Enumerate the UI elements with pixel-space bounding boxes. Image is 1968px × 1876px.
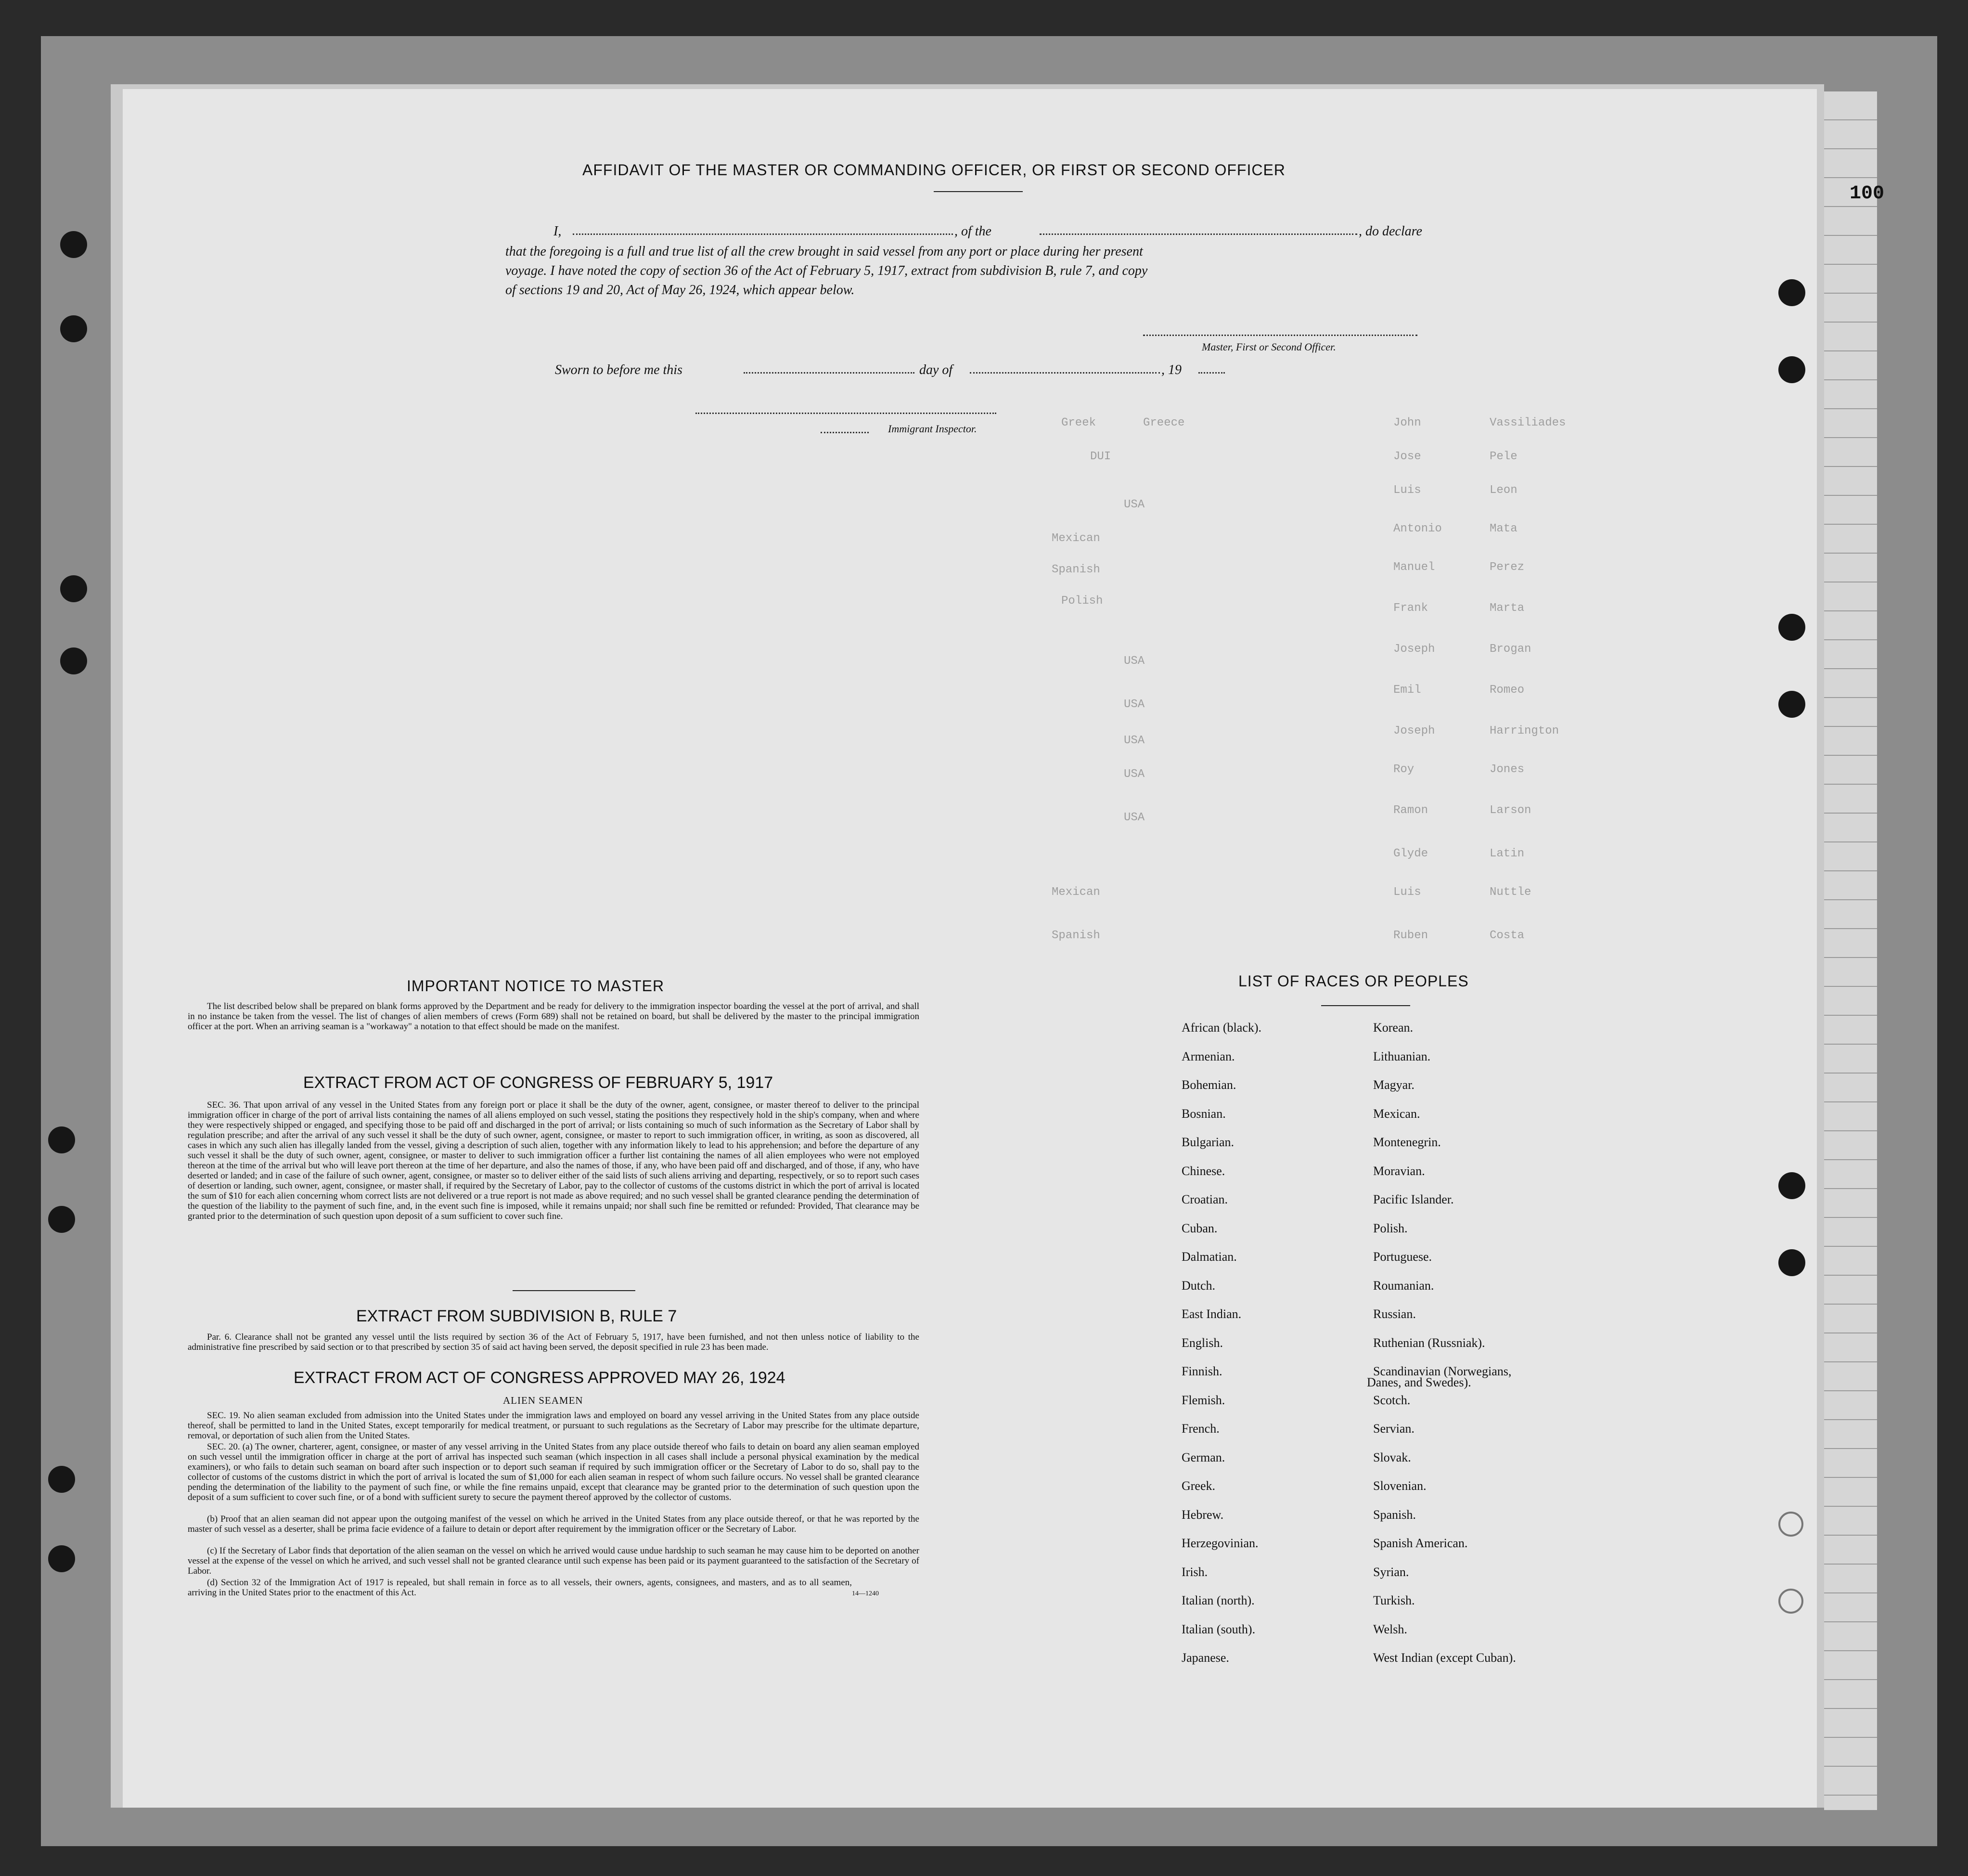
title-divider	[934, 191, 1023, 192]
binder-hole-icon	[1778, 279, 1805, 306]
bleed-through-text: Marta	[1490, 602, 1525, 615]
day-of-label: day of	[919, 362, 953, 377]
bleed-through-text: Glyde	[1393, 847, 1428, 860]
race-entry: Syrian.	[1373, 1565, 1409, 1579]
extract-1924-sec20c: (c) If the Secretary of Labor finds that deportation of the alien seaman on the vessel on which he arrived would cause undue hardship to such seaman he may cause him to be deported on another vessel at the expense of the vessel on which he arrived, and such vessel shall not be granted clearance until such expense has been paid or its payment guaranteed to the satisfaction of the Secretary of Labor.	[188, 1546, 919, 1576]
extract-1924-sec20b: (b) Proof that an alien seaman did not appear upon the outgoing manifest of the vessel on which he arrived in the United States from any place outside thereof, or that he was reported by the master of such vessel as a deserter, shall be prima facie evidence of a failure to detain or deport after requirement by the immigration officer or the Secretary of Labor.	[188, 1514, 919, 1534]
binder-hole-icon	[1778, 691, 1805, 718]
bleed-through-text: Antonio	[1393, 522, 1442, 535]
form-sheet	[123, 89, 1817, 1808]
race-entry: Dutch.	[1182, 1278, 1216, 1293]
bleed-through-text: Pele	[1490, 450, 1518, 463]
affidavit-line: that the foregoing is a full and true list of all the crew brought in said vessel from any port or place during her present	[505, 244, 1143, 259]
race-entry: Roumanian.	[1373, 1278, 1434, 1293]
races-divider	[1321, 1005, 1410, 1006]
bleed-through-text: Joseph	[1393, 725, 1435, 737]
binder-hole-icon	[1778, 356, 1805, 383]
race-entry: Turkish.	[1373, 1593, 1415, 1607]
race-entry: Montenegrin.	[1373, 1135, 1441, 1149]
bleed-through-text: Nuttle	[1490, 886, 1531, 899]
race-entry: Mexican.	[1373, 1106, 1420, 1121]
binder-hole-icon	[48, 1126, 75, 1153]
race-entry: Japanese.	[1182, 1651, 1229, 1665]
race-entry-continued: Danes, and Swedes).	[1367, 1375, 1471, 1389]
race-entry: Armenian.	[1182, 1049, 1235, 1063]
of-the-label: , of the	[954, 224, 991, 239]
bleed-through-text: Jose	[1393, 450, 1421, 463]
section-divider	[513, 1290, 635, 1291]
bleed-through-text: Mata	[1490, 522, 1518, 535]
bleed-through-text: USA	[1124, 498, 1145, 511]
race-entry: Magyar.	[1373, 1078, 1415, 1092]
race-entry: French.	[1182, 1422, 1220, 1436]
extract-1924-sec20a: SEC. 20. (a) The owner, charterer, agent, consignee, or master of any vessel arriving in the United States from any place outside thereof who fails to detain on board any alien seaman employed on such vessel until the immigration officer in charge at the port of arrival has inspected such seaman (which inspection in all cases shall include a personal physical examination by the medical examiners), or who fails to detain such seaman on board after such inspection or to deport such seaman if required by such immigration officer or the Secretary of Labor to do so, shall pay to the collector of customs of the customs district in which the port of arrival is located the sum of $1,000 for each alien seaman in respect of whom such failure occurs. No vessel shall be granted clearance pending the determination of the liability to the payment of such fine, or while the fine remains unpaid, except that clearance may be granted prior to the determination of such question upon the deposit of a sum sufficient to cover such fine, or of a bond with sufficient surety to secure the payment thereof approved by the collector of customs.	[188, 1442, 919, 1502]
race-entry: Korean.	[1373, 1021, 1414, 1035]
affidavit-line: voyage. I have noted the copy of section 36 of the Act of February 5, 1917, extract from subdivision B, rule 7, and copy	[505, 263, 1148, 278]
binder-hole-icon	[60, 575, 87, 602]
bleed-through-text: Frank	[1393, 602, 1428, 615]
bleed-through-text: Jones	[1490, 763, 1525, 776]
sworn-month-line	[970, 372, 1160, 374]
extract-rule7-text: Par. 6. Clearance shall not be granted any vessel until the lists required by section 36 of the Act of February 5, 1917, have been furnished, and not then unless notice of liability to the administrative fine prescribed by said section or to that prescribed by section 35 of said act having been served, the deposit specified in rule 23 has been made.	[188, 1332, 919, 1352]
bleed-through-text: Polish	[1061, 595, 1103, 608]
inspector-caption-leader	[821, 432, 869, 433]
race-entry: Moravian.	[1373, 1164, 1425, 1178]
race-entry: Pacific Islander.	[1373, 1192, 1454, 1206]
binder-hole-icon	[48, 1545, 75, 1572]
race-entry: East Indian.	[1182, 1307, 1242, 1321]
race-entry: Flemish.	[1182, 1393, 1225, 1407]
binder-hole-icon	[1778, 1589, 1803, 1614]
bleed-through-text: Vassiliades	[1490, 416, 1566, 429]
binder-hole-icon	[1778, 1512, 1803, 1537]
extract-1924-title: EXTRACT FROM ACT OF CONGRESS APPROVED MAY 26, 1924	[294, 1369, 785, 1387]
binder-hole-icon	[48, 1466, 75, 1493]
bleed-through-text: Mexican	[1052, 532, 1100, 545]
binder-hole-icon	[1778, 1172, 1805, 1199]
race-entry: Spanish American.	[1373, 1536, 1468, 1550]
officer-signature-caption: Master, First or Second Officer.	[1202, 341, 1336, 353]
bleed-through-text: Luis	[1393, 484, 1421, 497]
bleed-through-text: USA	[1124, 698, 1145, 711]
inspector-signature-line	[695, 413, 996, 414]
race-entry: Spanish.	[1373, 1507, 1416, 1522]
extract-rule7-title: EXTRACT FROM SUBDIVISION B, RULE 7	[356, 1307, 677, 1325]
binder-hole-icon	[60, 647, 87, 674]
race-entry: Polish.	[1373, 1221, 1408, 1235]
binder-hole-icon	[60, 315, 87, 342]
sworn-year-line	[1198, 372, 1225, 374]
bleed-through-text: USA	[1124, 768, 1145, 781]
bleed-through-text: John	[1393, 416, 1421, 429]
bleed-through-text: Larson	[1490, 804, 1531, 817]
bleed-through-text: USA	[1124, 811, 1145, 824]
bleed-through-text: Joseph	[1393, 643, 1435, 656]
race-entry: Portuguese.	[1373, 1250, 1432, 1264]
race-entry: Dalmatian.	[1182, 1250, 1237, 1264]
affidavit-line: of sections 19 and 20, Act of May 26, 1924, which appear below.	[505, 283, 855, 298]
extract-1917-title: EXTRACT FROM ACT OF CONGRESS OF FEBRUARY 5, 1917	[303, 1074, 773, 1092]
race-entry: Finnish.	[1182, 1364, 1222, 1378]
alien-seamen-subtitle: ALIEN SEAMEN	[503, 1395, 583, 1406]
bleed-through-text: Luis	[1393, 886, 1421, 899]
vessel-name-line	[1040, 233, 1357, 235]
race-entry: English.	[1182, 1335, 1223, 1350]
bleed-through-text: Leon	[1490, 484, 1518, 497]
affidavit-title: AFFIDAVIT OF THE MASTER OR COMMANDING OFFICER, OR FIRST OR SECOND OFFICER	[582, 161, 1286, 179]
bleed-through-text: Brogan	[1490, 643, 1531, 656]
race-entry: Bosnian.	[1182, 1106, 1226, 1121]
race-entry: Cuban.	[1182, 1221, 1218, 1235]
race-entry: Servian.	[1373, 1422, 1415, 1436]
sworn-label: Sworn to before me this	[555, 362, 682, 377]
bleed-through-text: Romeo	[1490, 684, 1525, 697]
page-number: 100	[1850, 183, 1885, 205]
race-entry: Greek.	[1182, 1479, 1216, 1493]
bleed-through-text: USA	[1124, 734, 1145, 747]
inspector-caption: Immigrant Inspector.	[888, 423, 977, 435]
notice-title: IMPORTANT NOTICE TO MASTER	[407, 977, 665, 995]
bleed-through-text: Costa	[1490, 929, 1525, 942]
race-entry: Welsh.	[1373, 1622, 1407, 1636]
race-entry: African (black).	[1182, 1021, 1262, 1035]
bleed-through-text: Latin	[1490, 847, 1525, 860]
race-entry: Hebrew.	[1182, 1507, 1224, 1522]
bleed-through-text: Perez	[1490, 561, 1525, 574]
officer-signature-line	[1143, 335, 1417, 336]
bleed-through-text: Mexican	[1052, 886, 1100, 899]
race-entry: Slovenian.	[1373, 1479, 1427, 1493]
bleed-through-text: Roy	[1393, 763, 1415, 776]
bleed-through-text: Ramon	[1393, 804, 1428, 817]
race-entry: Irish.	[1182, 1565, 1208, 1579]
declarant-label: I,	[553, 224, 562, 239]
bleed-through-text: DUI	[1090, 450, 1111, 463]
extract-1917-text: SEC. 36. That upon arrival of any vessel in the United States from any foreign port or place it shall be the duty of the owner, agent, consignee, or master thereof to deliver to the principal immigration officer in charge of the port of arrival lists containing the names of all aliens employed on such vessel, stating the positions they respectively hold in the ship's company, when and where they were respectively shipped or engaged, and specifying those to be paid off and discharged in the port of arrival; or lists containing so much of such information as the Secretary of Labor shall by regulation prescribe; and after the arrival of any such vessel it shall be the duty of such owner, agent, consignee, or master to report to such immigration officer, in writing, as soon as discovered, all cases in which any such alien has illegally landed from the vessel, giving a description of such alien, together with any information likely to lead to his apprehension; and before the departure of any such vessel it shall be the duty of such owner, agent, consignee, or master to deliver to such immigration officer a further list containing the names of all alien employees who were not employed thereon at the time of the arrival but who will leave port thereon at the time of her departure, and also the names of those, if any, who have been paid off and discharged, and of those, if any, who have deserted or landed; and in case of the failure of such owner, agent, consignee, or master so to deliver either of the said lists of such aliens arriving and departing, respectively, or so to report such cases of desertion or landing, such owner, agent, consignee, or master shall, if required by the Secretary of Labor, pay to the collector of customs of the customs district in which the port of arrival is located the sum of $10 for each alien concerning whom correct lists are not delivered or a true report is not made as above required; and no such vessel shall be granted clearance pending the determination of the question of the liability to the payment of such fine, and, in the event such fine is imposed, while it remains unpaid; nor shall such fine be remitted or refunded: Provided, That clearance may be granted prior to the determination of such question upon deposit of a sum sufficient to cover such fine.	[188, 1100, 919, 1221]
bleed-through-text: Manuel	[1393, 561, 1435, 574]
binder-hole-icon	[60, 231, 87, 258]
race-entry: West Indian (except Cuban).	[1373, 1651, 1516, 1665]
bleed-through-text: Spanish	[1052, 563, 1100, 576]
bleed-through-text: Emil	[1393, 684, 1421, 697]
bleed-through-text: Greece	[1143, 416, 1185, 429]
binder-hole-icon	[1778, 1249, 1805, 1276]
race-entry: Lithuanian.	[1373, 1049, 1431, 1063]
race-entry: Ruthenian (Russniak).	[1373, 1335, 1485, 1350]
extract-1924-sec20d: (d) Section 32 of the Immigration Act of 1917 is repealed, but shall remain in force as to all vessels, their owners, agents, consignees, and masters, and as to all seamen, arriving in the United States prior to the enactment of this Act.	[188, 1578, 852, 1598]
race-entry: Chinese.	[1182, 1164, 1225, 1178]
bleed-through-text: Ruben	[1393, 929, 1428, 942]
year-label: , 19	[1161, 362, 1182, 377]
bleed-through-text: Spanish	[1052, 929, 1100, 942]
form-number: 14—1240	[852, 1590, 879, 1597]
binder-hole-icon	[48, 1206, 75, 1233]
race-entry: Slovak.	[1373, 1450, 1411, 1464]
race-entry: Bohemian.	[1182, 1078, 1236, 1092]
bleed-through-text: USA	[1124, 655, 1145, 668]
race-entry: Italian (south).	[1182, 1622, 1256, 1636]
notice-text: The list described below shall be prepared on blank forms approved by the Department and be ready for delivery to the immigration inspector boarding the vessel at the port of arrival, and shall in no instance be taken from the vessel. The list of changes of alien members of crews (Form 689) shall not be retained on board, but shall be delivered by the master to the principal immigration officer at the port. When an arriving seaman is a "workaway" a notation to that effect should be made on the manifest.	[188, 1001, 919, 1032]
race-entry: Herzegovinian.	[1182, 1536, 1259, 1550]
bleed-through-text: Harrington	[1490, 725, 1559, 737]
race-entry: Scandinavian (Norwegians,	[1373, 1364, 1512, 1378]
races-title: LIST OF RACES OR PEOPLES	[1238, 972, 1469, 990]
do-declare-label: , do declare	[1359, 224, 1422, 239]
race-entry: Scotch.	[1373, 1393, 1411, 1407]
sworn-day-line	[744, 372, 914, 374]
race-entry: Italian (north).	[1182, 1593, 1255, 1607]
race-entry: Bulgarian.	[1182, 1135, 1235, 1149]
race-entry: Russian.	[1373, 1307, 1416, 1321]
race-entry: German.	[1182, 1450, 1225, 1464]
bleed-through-text: Greek	[1061, 416, 1096, 429]
declarant-name-line	[573, 233, 953, 235]
extract-1924-sec19: SEC. 19. No alien seaman excluded from admission into the United States under the immigration laws and employed on board any vessel arriving in the United States from any place outside thereof, shall be permitted to land in the United States, except temporarily for medical treatment, or pursuant to such regulations as the Secretary of Labor may prescribe for the ultimate departure, removal, or deportation of such alien from the United States.	[188, 1410, 919, 1441]
binder-hole-icon	[1778, 614, 1805, 641]
race-entry: Croatian.	[1182, 1192, 1228, 1206]
ledger-grid-strip	[1824, 91, 1877, 1810]
